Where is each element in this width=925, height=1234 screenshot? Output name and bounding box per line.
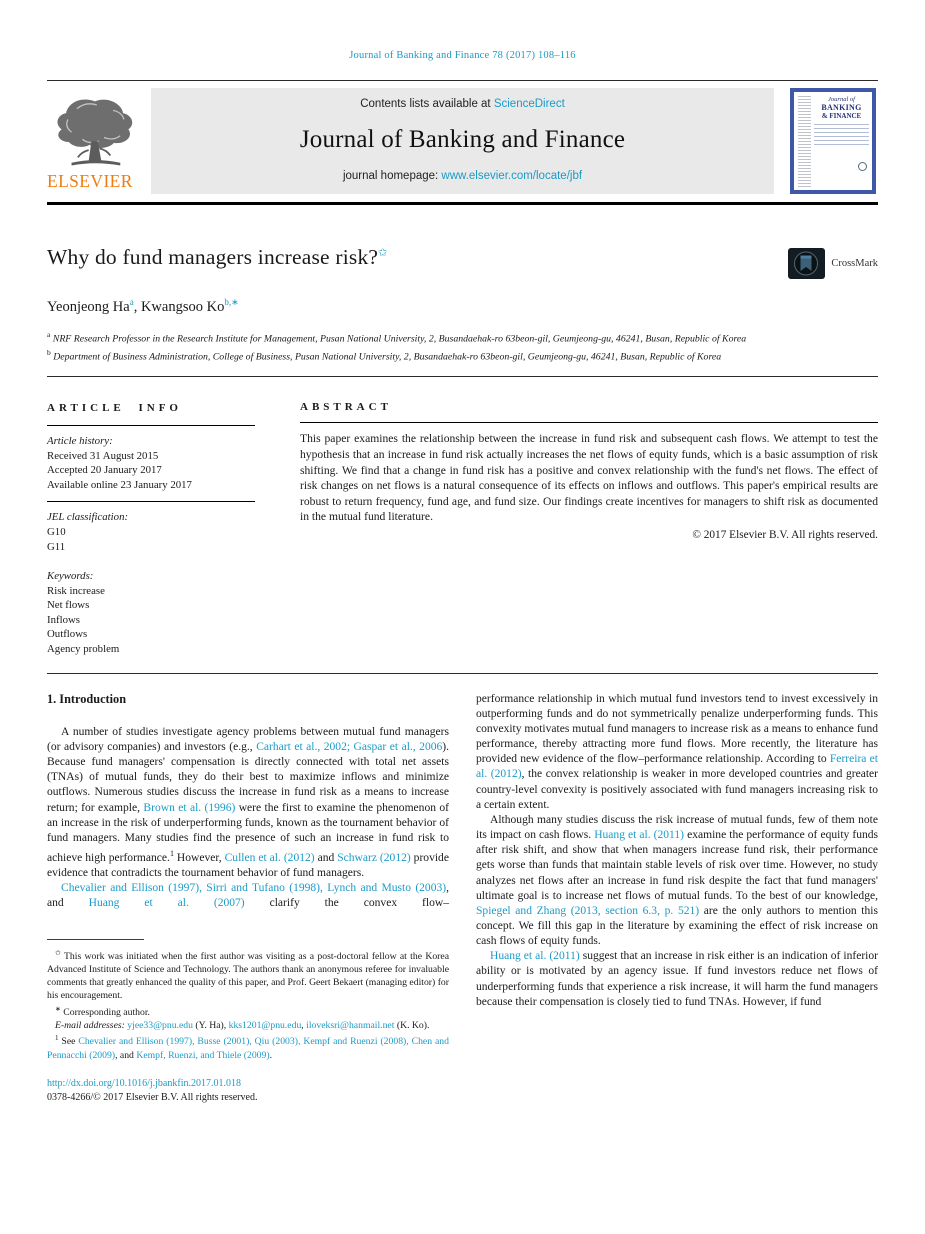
text-run: NRF Research Professor in the Research Institute for Management, Pusan National University, 2, Busandaehak-ro 63beon-gil, Geumjeong-gu, 46241, Busan, Republic of Korea [50,333,747,345]
elsevier-wordmark: ELSEVIER [47,171,133,191]
keywords-label: Keywords: [47,570,94,583]
text-run: (K. Ko). [394,1020,430,1032]
footnote-emails [47,1019,449,1032]
citation-link[interactable]: yjee33@pnu.edu [127,1020,193,1032]
citation-link[interactable]: Spiegel and Zhang (2013, section 6.3, p. 521) [476,904,700,917]
italic-label: E-mail addresses: [55,1020,125,1032]
text-run: ). Because fund managers' compensation is directly connected with total net assets (TNAs) of mutual funds, they do their best to maximize inflows and minimize outflows. Numerous studies discuss the increase in fund risk as a means to increase return; for example, [47,740,450,814]
text-run: Yeonjeong Ha [47,298,130,315]
text-run: clarify the convex flow– [244,897,449,910]
abstract-text: This paper examines the relationship between the increase in fund risk and subsequent cash flows. We attempt to test the hypothesis that an increase in fund risk actually increases the net flows of equity funds, which is a basic assumption of risk shifting. We find that a change in fund risk has a positive and convex relationship with the fund's net flows. The effect of risk changes on net flows is a natural consequence of its effects on inflows and outflows. This paper's empirical results are robust to return frequency, fund age, and fund size. Our findings create incentives for managers to shift risk as documented in the mutual fund literature. [300,432,878,524]
crossmark-badge[interactable] [788,248,878,279]
footnote-divider [47,939,144,940]
affiliation-marker[interactable]: a [129,297,134,307]
jel-code: G11 [47,540,66,553]
cover-text-lines [798,96,811,188]
homepage-line [159,170,766,182]
divider [47,425,255,426]
affiliation-marker[interactable]: b,∗ [224,297,239,307]
citation-link[interactable]: Ferreira et al. (2012) [476,753,878,781]
abstract-column [300,401,878,656]
article-info-column [47,401,255,656]
copyright-notice: © 2017 Elsevier B.V. All rights reserved. [692,528,878,541]
contents-line [159,98,766,110]
footnote-items [47,947,449,1062]
text-run: , [301,1020,307,1032]
footnote-corresponding [47,1003,449,1019]
article-history-group [47,434,255,492]
cover-line-3: & FINANCE [821,112,862,120]
body-top-divider [47,673,878,674]
text-run: are the only authors to mention this concept. We fill this gap in the literature by examining the effect of risk increase on cash flows of equity funds. [476,904,878,948]
text-run: However, [173,851,225,864]
citation-link[interactable]: Brown et al. (1996) [143,801,236,814]
citation-link[interactable]: Chevalier and Ellison (1997), Busse (2001), Qiu (2003), Kempf and Ruenzi (2008), Chen and Pennacchi (2009) [47,1036,449,1061]
author-line [47,297,878,316]
cover-line-1: Journal of [828,96,855,103]
keyword: Inflows [47,613,80,626]
text-run: Corresponding author. [60,1006,150,1018]
text-run: Although many studies discuss the risk increase of mutual funds, few of them note its impact on cash flows. [476,813,878,842]
meta-section [47,377,878,656]
divider [300,422,878,423]
citation-link[interactable]: Schwarz (2012) [337,851,411,864]
cover-article-list [814,124,869,146]
journal-article-page [47,0,878,1105]
text-run: were the first to examine the phenomenon of an increase in the risk of underperforming funds, known as the tournament behavior of fund managers. Many studies find the presence of such an increase in fund risk to achieve high performance. [47,801,450,864]
journal-title: Journal of Banking and Finance [299,126,626,153]
text-run: Department of Business Administration, College of Business, Pusan National University, 2, Busandaehak-ro 63beon-gil, Geumjeong-gu, 46241, Busan, Republic of Korea [50,350,722,362]
section-heading-introduction: 1. Introduction [47,691,127,706]
text-run: (Y. Ha), [192,1020,229,1032]
citation-link[interactable]: kks1201@pnu.edu [228,1020,302,1032]
citation-link[interactable]: Carhart et al., 2002; Gaspar et al., 2006 [256,740,443,753]
issn-copyright-line: 0378-4266/© 2017 Elsevier B.V. All rights reserved. [47,1091,258,1103]
journal-homepage-link[interactable]: www.elsevier.com/locate/jbf [441,170,583,182]
article-history-item: Received 31 August 2015 [47,449,159,462]
cover-seal-icon [858,162,867,171]
citation-link[interactable]: Huang et al. (2011) [490,950,580,963]
keyword: Risk increase [47,584,105,597]
text-run: performance relationship in which mutual fund investors tend to invest excessively in outperforming funds and do not symmetrically penalize underperforming funds. This convexity motivates mutual fund managers to increase risk as a means to enhance fund performance, thereby attracting more fund flows. More recently, the literature has provided new evidence of the flow–performance relationship. According to [476,692,878,766]
intro-paragraph-1 [47,725,449,881]
text-run: This work was initiated when the first author was visiting as a post-doctoral fellow at the Korea Advanced Institute of Science and Technology. The authors thank an anonymous referee for invaluable comments that greatly enhanced the quality of this paper, and Prof. Geert Bekaert (managing editor) for his encouragement. [47,950,449,1002]
title-footnote-marker[interactable]: ✩ [378,246,388,259]
article-title [47,245,788,270]
cover-line-2: BANKING [821,103,862,112]
jel-label: JEL classification: [47,511,129,524]
text-run: A number of studies investigate agency problems between mutual fund managers (or advisory companies) and investors (e.g., [47,725,449,753]
homepage-prefix: journal homepage: [342,170,442,182]
text-run: provide evidence that contradicts the tournament behavior of fund managers. [47,851,449,880]
jel-list [47,525,255,554]
jel-code: G10 [47,525,66,538]
article-history-list [47,449,255,493]
footnote-star [47,947,449,1003]
keywords-group [47,569,255,657]
keyword: Agency problem [47,643,120,656]
text-run: , and [115,1049,137,1061]
intro-paragraph-4 [476,813,878,949]
affiliation-b [47,346,878,364]
keyword: Outflows [47,628,88,641]
text-run: . [269,1049,273,1061]
footnote-marker: b [47,347,51,357]
article-history-label: Article history: [47,434,113,447]
footnote-1 [47,1032,449,1062]
affiliation-a [47,328,878,346]
intro-paragraph-5 [476,949,878,1010]
text-run: , the convex relationship is weaker in more developed countries and greater country-level convexity is positively associated with fund managers increasing risk to a certain extent. [476,768,878,811]
elsevier-logo[interactable] [47,88,151,194]
crossmark-label: CrossMark [831,258,878,269]
text-run: suggest that an increase in risk either is an indication of inferior ability or is motivated by an agency issue. If fund investors reduce net flows of underperforming funds that experience a risk increase, it will harm the fund managers because their compensation is closely tied to fund TNAs. However, if fund [476,950,878,1008]
journal-cover-thumbnail[interactable] [790,88,876,194]
citation-link[interactable]: Huang et al. (2011) [594,829,685,842]
text-run: See [58,1036,79,1048]
article-history-item: Accepted 20 January 2017 [47,464,162,477]
affiliations [47,328,878,364]
contents-prefix: Contents lists available at [360,98,494,110]
citation-link[interactable]: Chevalier and Ellison (1997), Sirri and Tufano (1998), Lynch and Musto (2003) [61,882,447,895]
sciencedirect-link[interactable]: ScienceDirect [493,98,565,110]
text-run: , Kwangsoo Ko [133,298,225,315]
header-top-divider [47,80,878,81]
text-run: and [314,851,338,864]
divider [47,501,255,502]
crossmark-icon [788,248,825,279]
intro-paragraph-3 [476,692,878,813]
footnote-marker: ✩ [55,948,61,957]
article-title-text: Why do fund managers increase risk? [47,245,379,269]
citation-link[interactable]: iloveksri@hanmail.net [306,1020,395,1032]
header-bottom-divider [47,202,878,205]
citation-link[interactable]: Cullen et al. (2012) [224,851,315,864]
right-column-text [476,692,878,1010]
keyword: Net flows [47,599,90,612]
footnote-marker: 1 [169,849,174,859]
journal-header [47,88,878,194]
footnote-marker: 1 [55,1034,59,1043]
citation-link[interactable]: Huang et al. (2007) [88,897,245,910]
journal-banner [151,88,774,194]
cover-title-block [814,96,869,187]
footnotes-block [47,939,449,1062]
footnote-marker: ∗ [55,1004,61,1013]
doi-link[interactable]: http://dx.doi.org/10.1016/j.jbankfin.2017.01.018 [47,1077,241,1089]
title-row [47,245,878,279]
jel-group [47,510,255,554]
left-column [47,692,449,1105]
text-run: , and [47,882,449,910]
elsevier-tree-icon [49,96,141,170]
intro-paragraph-2 [47,881,449,911]
left-column-text [47,725,449,912]
text-run: examine the performance of equity funds after risk shift, and show that when managers increase fund risk, their performance gets worse than funds that maintain stable levels of risk over time. However, no study analyzes net flows after an increase in fund risk despite the fact that fund managers' ultimate goal is to increase net flows of mutual funds. To the best of our knowledge, [476,829,879,902]
keywords-list [47,584,255,657]
citation-link[interactable]: Kempf, Ruenzi, and Thiele (2009) [136,1049,270,1061]
article-history-item: Available online 23 January 2017 [47,478,192,491]
footnote-marker: a [47,329,51,339]
article-footer [47,1077,449,1105]
abstract-heading: ABSTRACT [300,401,392,414]
right-column [476,692,878,1105]
journal-reference: Journal of Banking and Finance 78 (2017) 108–116 [349,50,576,61]
author-line [47,297,878,316]
article-info-heading: ARTICLE INFO [47,402,182,415]
body-columns [47,692,878,1105]
